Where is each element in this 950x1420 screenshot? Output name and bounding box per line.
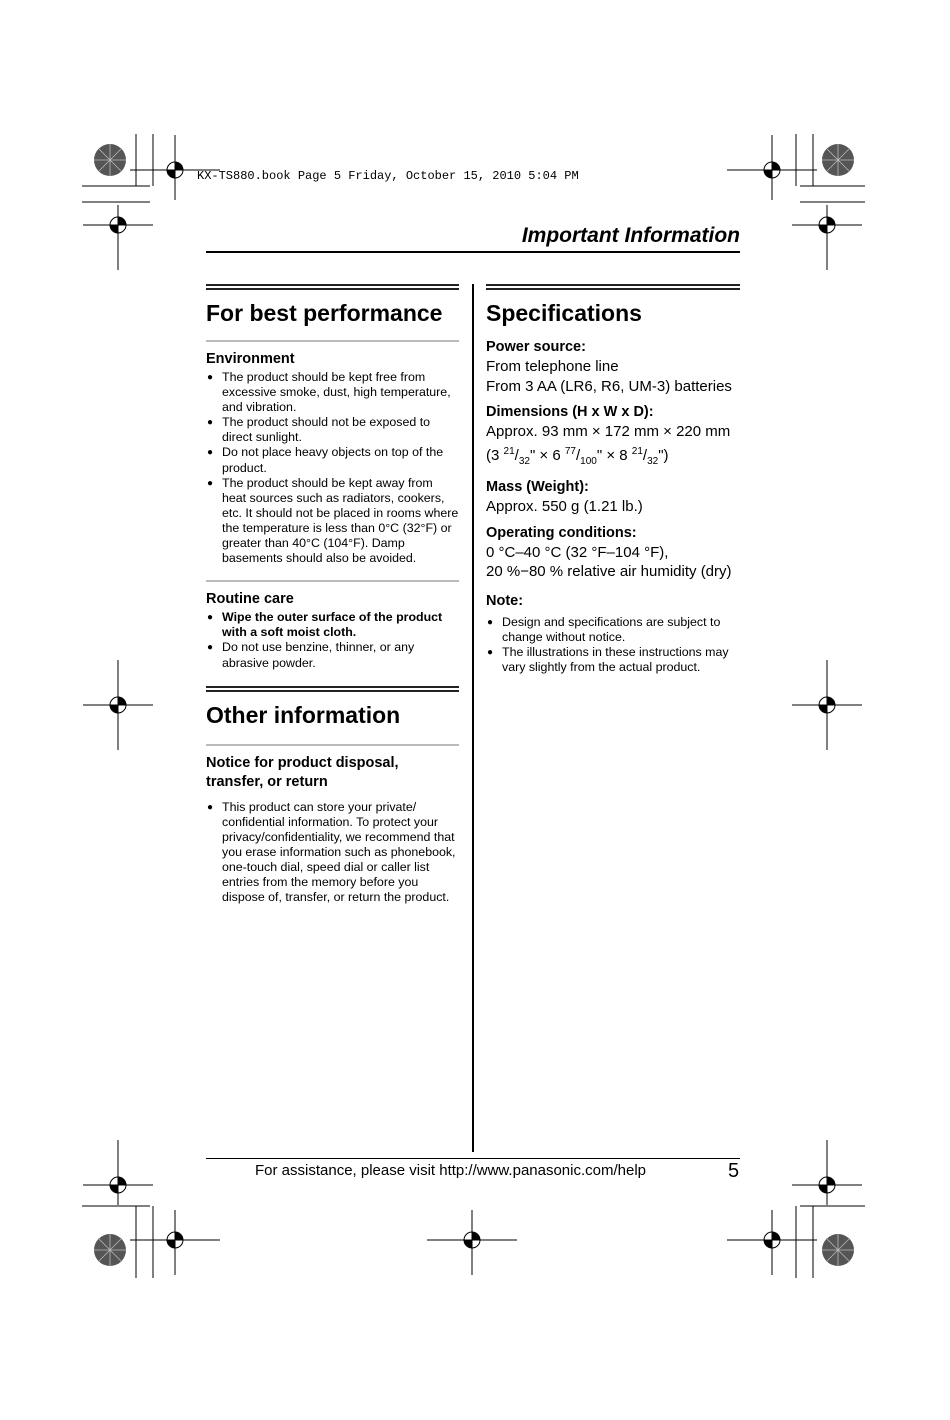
power-source-line: From telephone line [486, 358, 619, 375]
power-source-label: Power source: [486, 339, 586, 355]
page-header-title: Important Information [521, 224, 740, 247]
power-source-line: From 3 AA (LR6, R6, UM-3) batteries [486, 377, 732, 395]
column-divider [472, 284, 474, 1152]
list-item: ● The product should be kept free from excessive smoke, dust, high temperature, and vibration. [207, 370, 451, 415]
header-rule [206, 251, 740, 253]
list-item: ● Design and specifications are subject to change without notice. [487, 614, 721, 644]
list-item: ● Wipe the outer surface of the product with a soft moist cloth. [207, 610, 443, 640]
environment-list [206, 370, 459, 566]
operating-conditions-line: 20 %−80 % relative air humidity (dry) [486, 563, 732, 580]
list-item: ● The illustrations in these instructions may vary slightly from the actual product. [487, 644, 729, 674]
environment-heading: Environment [206, 351, 295, 367]
page-number: 5 [728, 1160, 740, 1182]
notice-heading: Notice for product disposal, transfer, or return [206, 754, 399, 790]
note-list [486, 615, 740, 675]
list-item: ● Do not place heavy objects on top of the product. [207, 445, 444, 475]
list-item: ● The product should not be exposed to direct sunlight. [207, 415, 431, 445]
mass-label: Mass (Weight): [486, 479, 589, 495]
list-item: ● The product should be kept away from heat sources such as radiators, cookers, etc. It should not be placed in rooms where the temperature is less than 0°C (32°F) or greater than 40°C (104°F). Damp basements should also be avoided. [207, 475, 459, 566]
subsection-rule [206, 580, 459, 582]
best-performance-title: For best performance [206, 300, 443, 326]
operating-conditions-label: Operating conditions: [486, 524, 637, 541]
subsection-rule [206, 340, 459, 342]
list-item: ● Do not use benzine, thinner, or any abrasive powder. [207, 640, 415, 670]
note-label: Note: [486, 592, 524, 609]
list-item: ● This product can store your private/ confidential information. To protect your privacy/confidentiality, we recommend that you erase information such as phonebook, one-touch dial, speed dial or caller list entries from the memory before you dispose of, transfer, or return the product. [207, 799, 456, 905]
notice-list [206, 800, 459, 906]
footer-rule [206, 1158, 740, 1159]
section-rule [206, 686, 459, 692]
print-slug-line: KX-TS880.book Page 5 Friday, October 15, 2010 5:04 PM [197, 169, 579, 183]
dimensions-imperial: (3 $^{21}/_{32}$" × 6 $^{77}/_{100}$" × 8 $^{21}/_{32}$") [486, 445, 669, 467]
right-column [486, 284, 740, 675]
dimensions-label: Dimensions (H x W x D): [486, 404, 654, 420]
routine-care-list [206, 610, 459, 670]
subsection-rule [206, 744, 459, 746]
other-information-title: Other information [206, 701, 401, 728]
footer-assistance-text: For assistance, please visit http://www.panasonic.com/help [255, 1162, 647, 1179]
specifications-title: Specifications [486, 300, 642, 326]
mass-value: Approx. 550 g (1.21 lb.) [486, 498, 643, 515]
operating-conditions-line: 0 °C–40 °C (32 °F–104 °F), [486, 543, 669, 561]
section-rule [486, 284, 740, 290]
dimensions-metric: Approx. 93 mm × 172 mm × 220 mm [486, 423, 731, 440]
section-rule [206, 284, 459, 290]
left-column [206, 284, 459, 905]
routine-care-heading: Routine care [206, 591, 294, 608]
